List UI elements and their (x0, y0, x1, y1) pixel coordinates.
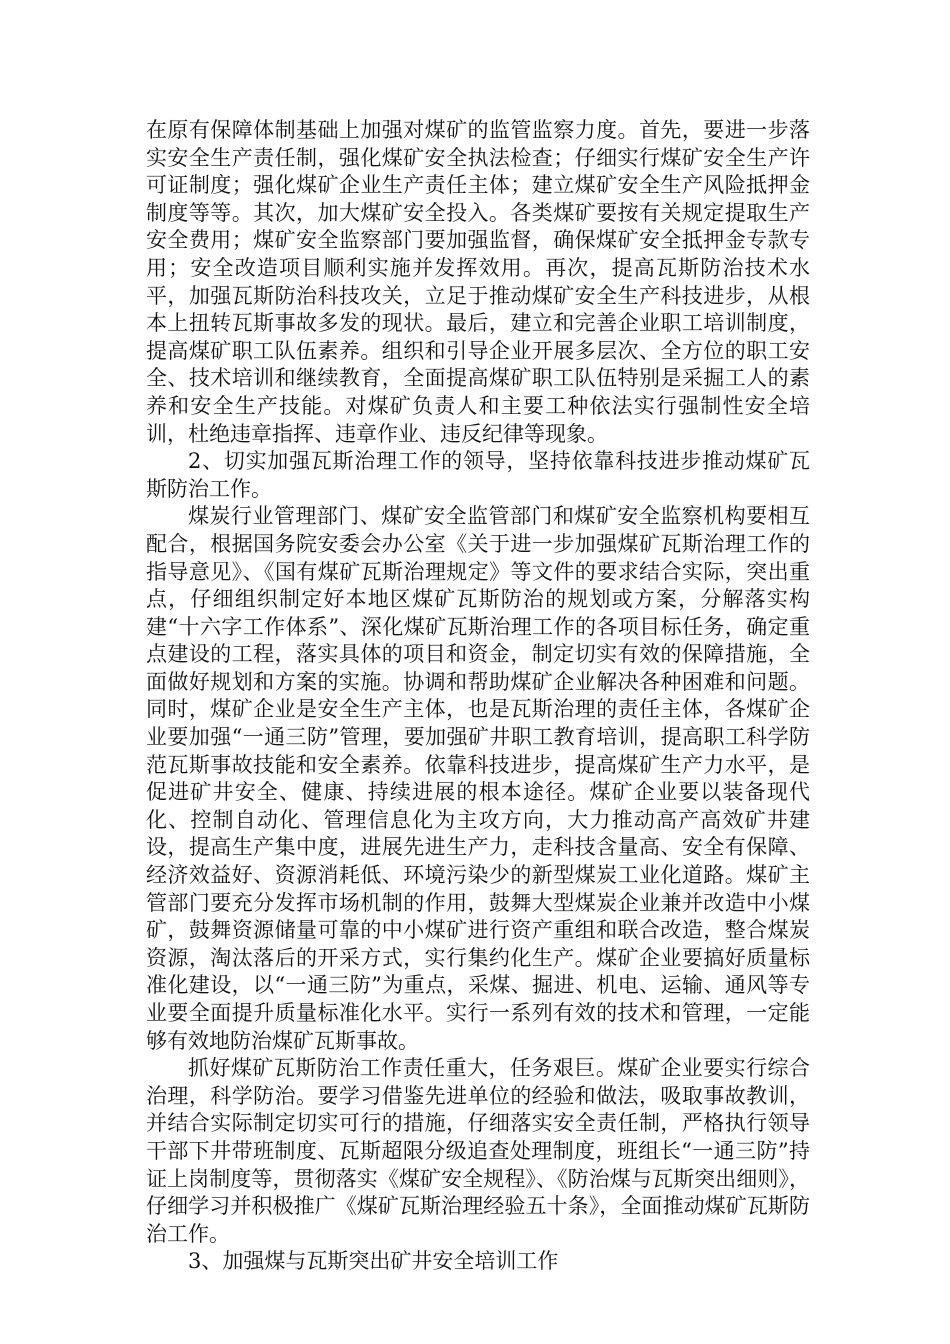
paragraph-responsibility: 抓好煤矿瓦斯防治工作责任重大，任务艰巨。煤矿企业要实行综合治理，科学防治。要学习借鉴先进单位的经验和做法，吸取事故教训，并结合实际制定切实可行的措施，仔细落实安全责任制，严格执行领导干部下井带班制度、瓦斯超限分级追查处理制度，班组长“一通三防”持证上岗制度等，贯彻落实《煤矿安全规程》、《防治煤与瓦斯突出细则》，仔细学习并积极推广《煤矿瓦斯治理经验五十条》，全面推动煤矿瓦斯防治工作。 (146, 1056, 810, 1246)
section-heading-2: 2、切实加强瓦斯治理工作的领导，坚持依靠科技进步推动煤矿瓦斯防治工作。 (146, 449, 810, 501)
section-heading-3: 3、加强煤与瓦斯突出矿井安全培训工作 (188, 1249, 559, 1274)
paragraph-supervision: 在原有保障体制基础上加强对煤矿的监管监察力度。首先，要进一步落实安全生产责任制，强化煤矿安全执法检查；仔细实行煤矿安全生产许可证制度；强化煤矿企业生产责任主体；建立煤矿安全生产风险抵押金制度等等。其次，加大煤矿安全投入。各类煤矿要按有关规定提取生产安全费用；煤矿安全监察部门要加强监督，确保煤矿安全抵押金专款专用；安全改造项目顺利实施并发挥效用。再次，提高瓦斯防治技术水平，加强瓦斯防治科技攻关，立足于推动煤矿安全生产科技进步，从根本上扭转瓦斯事故多发的现状。最后，建立和完善企业职工培训制度，提高煤矿职工队伍素养。组织和引导企业开展多层次、全方位的职工安全、技术培训和继续教育，全面提高煤矿职工队伍特别是采掘工人的素养和安全生产技能。对煤矿负责人和主要工种依法实行强制性安全培训，杜绝违章指挥、违章作业、违反纪律等现象。 (146, 118, 810, 446)
paragraph-coordination: 煤炭行业管理部门、煤矿安全监管部门和煤矿安全监察机构要相互配合，根据国务院安委会办公室《关于进一步加强煤矿瓦斯治理工作的指导意见》、《国有煤矿瓦斯治理规定》等文件的要求结合实际，突出重点，仔细组织制定好本地区煤矿瓦斯防治的规划或方案，分解落实构建“十六字工作体系”、深化煤矿瓦斯治理工作的各项目标任务，确定重点建设的工程，落实具体的项目和资金，制定切实有效的保障措施，全面做好规划和方案的实施。协调和帮助煤矿企业解决各种困难和问题。同时，煤矿企业是安全生产主体，也是瓦斯治理的责任主体，各煤矿企业要加强“一通三防”管理，要加强矿井职工教育培训，提高职工科学防范瓦斯事故技能和安全素养。依靠科技进步，提高煤矿生产力水平，是促进矿井安全、健康、持续进展的根本途径。煤矿企业要以装备现代化、控制自动化、管理信息化为主攻方向，大力推动高产高效矿井建设，提高生产集中度，进展先进生产力，走科技含量高、安全有保障、经济效益好、资源消耗低、环境污染少的新型煤炭工业化道路。煤矿主管部门要充分发挥市场机制的作用，鼓舞大型煤炭企业兼并改造中小煤矿，鼓舞资源储量可靠的中小煤矿进行资产重组和联合改造，整合煤炭资源，淘汰落后的开采方式，实行集约化生产。煤矿企业要搞好质量标准化建设，以“一通三防”为重点，采煤、掘进、机电、运输、通风等专业要全面提升质量标准化水平。实行一系列有效的技术和管理，一定能够有效地防治煤矿瓦斯事故。 (146, 504, 810, 1053)
document-body (146, 117, 810, 1276)
